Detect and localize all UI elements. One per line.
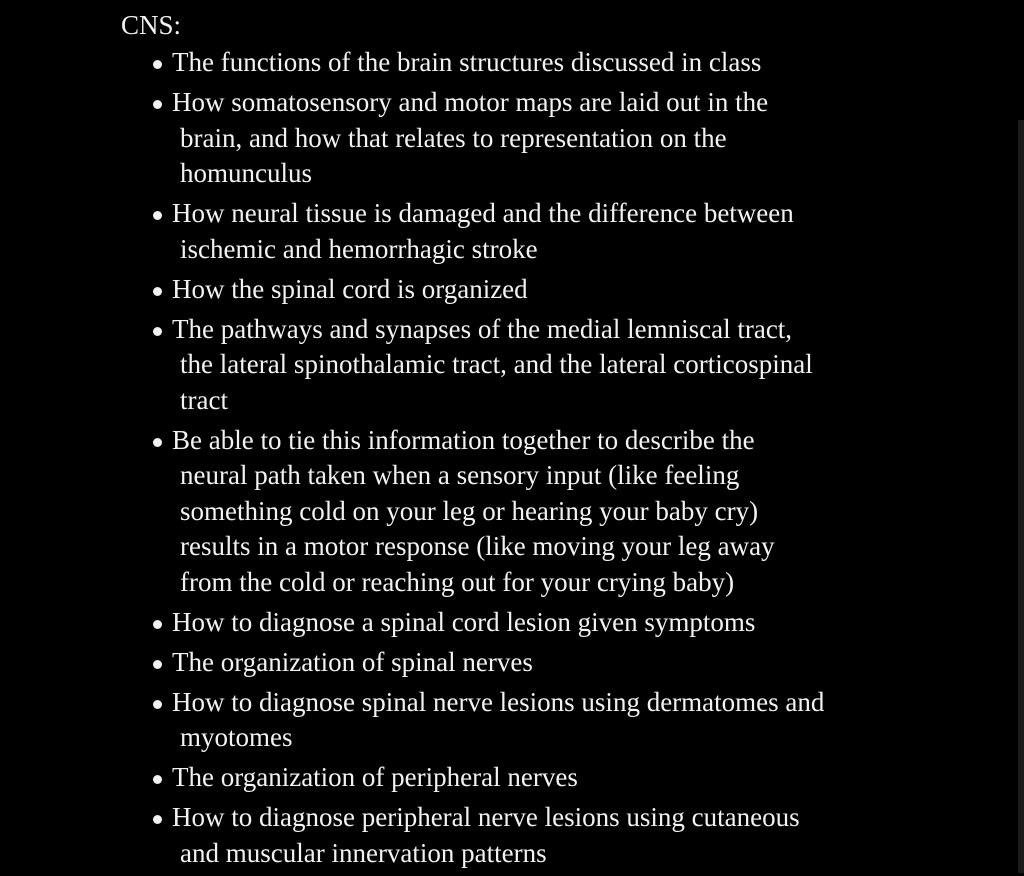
bullet-icon [153,327,162,336]
bullet-line: neural path taken when a sensory input (like feeling [180,460,740,490]
bullet-line: How neural tissue is damaged and the difference between [172,198,794,228]
bullet-icon [153,700,162,709]
window-edge [1018,120,1024,873]
bullet-line: The pathways and synapses of the medial lemniscal tract, [172,313,793,344]
bullet-line: The organization of spinal nerves [172,646,533,677]
bullet-line: How the spinal cord is organized [172,273,528,304]
bullet-icon [153,211,162,220]
bullet-item-pathways-synapses [151,312,921,419]
bullet-line: something cold on your leg or hearing your baby cry) [180,495,759,526]
bullet-line: The organization of peripheral nerves [172,762,578,792]
bullet-icon [153,287,162,296]
bullet-list [121,45,921,871]
bullet-icon [153,438,162,447]
bullet-item-spinal-cord-organization [151,272,921,308]
bullet-line: Be able to tie this information together to describe the [172,424,755,455]
bullet-line: from the cold or reaching out for your crying baby) [180,566,735,597]
bullet-line: How to diagnose a spinal cord lesion given symptoms [172,606,756,637]
slide-heading: CNS: [121,10,182,40]
bullet-line: and muscular innervation patterns [180,837,547,868]
bullet-line: myotomes [180,722,293,752]
bullet-icon [153,60,162,69]
bullet-line: the lateral spinothalamic tract, and the lateral corticospinal [180,349,813,379]
bullet-icon [153,660,162,669]
bullet-item-peripheral-nerve-lesions [151,800,921,871]
bullet-item-neural-path [151,423,921,601]
bullet-item-spinal-nerves [151,645,921,681]
bullet-line: How to diagnose spinal nerve lesions using dermatomes and [172,686,825,717]
bullet-icon [153,815,162,824]
bullet-item-spinal-nerve-lesions [151,685,921,756]
bullet-item-peripheral-nerves [151,760,921,796]
bullet-item-neural-damage [151,196,921,267]
bullet-line: tract [180,384,228,415]
slide-content [121,7,921,876]
bullet-item-spinal-cord-lesion [151,605,921,641]
bullet-icon [153,620,162,629]
bullet-line: The functions of the brain structures discussed in class [172,47,762,77]
bullet-item-somatosensory-maps [151,85,921,192]
bullet-line: ischemic and hemorrhagic stroke [180,233,538,264]
bullet-line: homunculus [180,158,312,188]
bullet-item-brain-functions [151,45,921,81]
bullet-line: How somatosensory and motor maps are laid out in the [172,87,769,117]
bullet-icon [153,775,162,784]
bullet-line: brain, and how that relates to representation on the [180,122,727,153]
bullet-icon [153,100,162,109]
bullet-line: results in a motor response (like moving your leg away [180,531,775,561]
bullet-line: How to diagnose peripheral nerve lesions using cutaneous [172,802,800,832]
